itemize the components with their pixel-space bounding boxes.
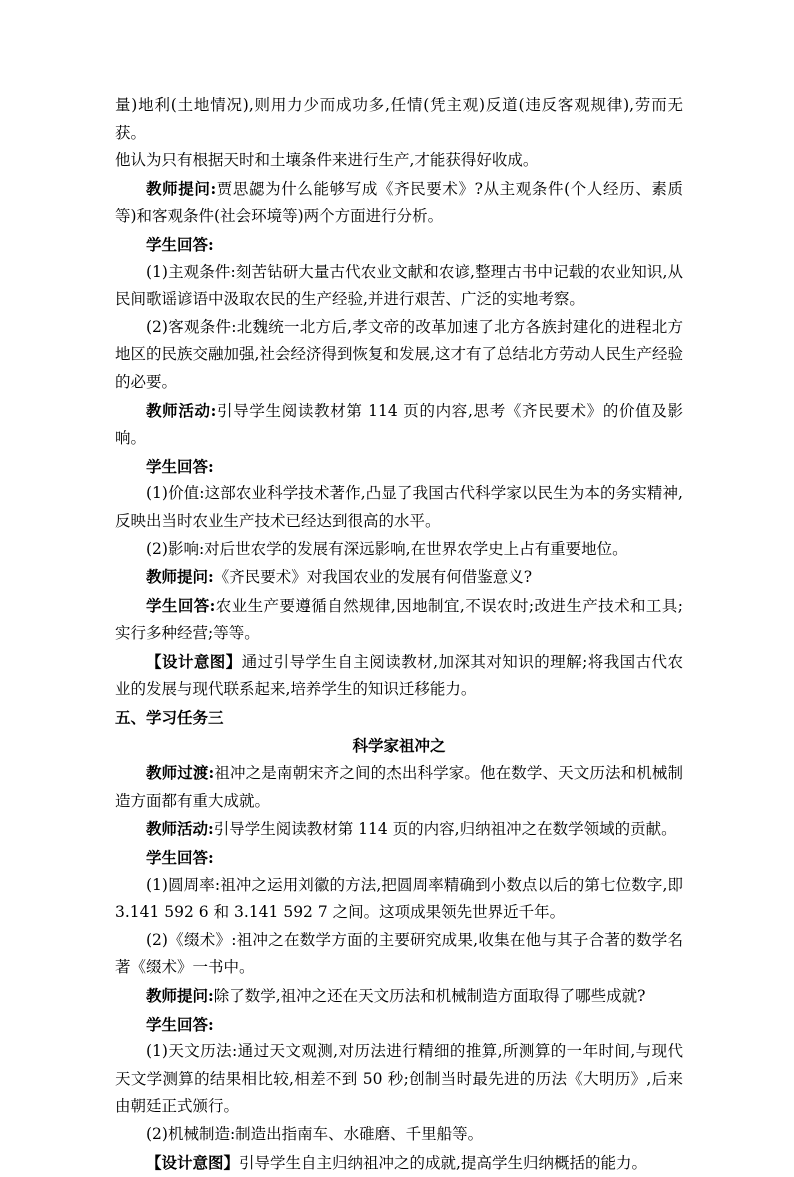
student-answer-paragraph: (2)影响:对后世农学的发展有深远影响,在世界农学史上占有重要地位。 [146, 539, 628, 558]
teacher-question-2 [115, 563, 683, 592]
student-answer-label: 学生回答: [146, 1014, 214, 1034]
teacher-question-text: 贾思勰为什么能够写成《齐民要术》?从主观条件(个人经历、素质等)和客观条件(社会环境等)两个方面进行分析。 [115, 179, 683, 226]
student-answer-paragraph: (1)圆周率:祖冲之运用刘徽的方法,把圆周率精确到小数点以后的第七位数字,即 3.141 592 6 和 3.141 592 7 之间。这项成果领先世界近千年。 [115, 875, 683, 922]
design-intent-label: 【设计意图】 [146, 651, 242, 671]
teacher-activity-2 [115, 815, 683, 844]
teacher-question-label: 教师提问: [146, 567, 214, 587]
student-answer-label: 学生回答: [146, 234, 214, 254]
student-answer-3 [115, 592, 683, 648]
teacher-transition [115, 759, 683, 815]
student-answer-paragraph: (1)价值:这部农业科学技术著作,凸显了我国古代科学家以民生为本的务实精神,反映出当时农业生产技术已经达到很高的水平。 [115, 484, 683, 530]
intro-line-1: 量)地利(土地情况),则用力少而成功多,任情(凭主观)反道(违反客观规律),劳而无获。 [115, 96, 683, 142]
student-answer-paragraph: (2)《缀术》:祖冲之在数学方面的主要研究成果,收集在他与其子合著的数学名著《缀术》一书中。 [115, 930, 683, 977]
student-answer-paragraph: (2)机械制造:制造出指南车、水碓磨、千里船等。 [146, 1124, 484, 1143]
student-answer-text: 农业生产要遵循自然规律,因地制宜,不误农时;改进生产技术和工具;实行多种经营;等等。 [115, 596, 683, 643]
teacher-transition-text: 祖冲之是南朝宋齐之间的杰出科学家。他在数学、天文历法和机械制造方面都有重大成就。 [115, 764, 683, 810]
student-answer-label: 学生回答: [146, 848, 214, 868]
teacher-activity-1 [115, 397, 683, 453]
document-page [115, 92, 683, 1177]
teacher-activity-text: 引导学生阅读教材第 114 页的内容,思考《齐民要术》的价值及影响。 [115, 401, 683, 448]
teacher-question-label: 教师提问: [146, 986, 214, 1005]
teacher-activity-text: 引导学生阅读教材第 114 页的内容,归纳祖冲之在数学领域的贡献。 [213, 820, 677, 839]
teacher-question-1 [115, 175, 683, 231]
teacher-question-text: 《齐民要术》对我国农业的发展有何借鉴意义? [213, 568, 533, 587]
teacher-activity-label: 教师活动: [146, 400, 217, 420]
intro-line-2: 他认为只有根据天时和土壤条件来进行生产,才能获得好收成。 [115, 151, 539, 170]
teacher-activity-label: 教师活动: [146, 819, 214, 839]
student-answer-label: 学生回答: [146, 456, 214, 476]
design-intent-text: 引导学生自主归纳祖冲之的成就,提高学生归纳概括的能力。 [239, 1153, 647, 1172]
design-intent-1 [115, 648, 683, 704]
teacher-transition-label: 教师过渡: [146, 763, 215, 783]
teacher-question-3 [115, 982, 683, 1011]
section-subtitle: 科学家祖冲之 [352, 735, 446, 755]
teacher-question-text: 除了数学,祖冲之还在天文历法和机械制造方面取得了哪些成就? [213, 987, 646, 1005]
teacher-question-label: 教师提问: [146, 178, 217, 198]
student-answer-paragraph: (2)客观条件:北魏统一北方后,孝文帝的改革加速了北方各族封建化的进程北方地区的民族交融加强,社会经济得到恢复和发展,这才有了总结北方劳动人民生产经验的必要。 [115, 317, 683, 391]
student-answer-paragraph: (1)主观条件:刻苦钻研大量古代农业文献和农谚,整理古书中记载的农业知识,从民间歌谣谚语中汲取农民的生产经验,并进行艰苦、广泛的实地考察。 [115, 262, 683, 309]
design-intent-text: 通过引导学生自主阅读教材,加深其对知识的理解;将我国古代农业的发展与现代联系起来,培养学生的知识迁移能力。 [115, 652, 683, 699]
student-answer-paragraph: (1)天文历法:通过天文观测,对历法进行精细的推算,所测算的一年时间,与现代天文学测算的结果相比较,相差不到 50 秒;创制当时最先进的历法《大明历》,后来由朝廷正式颁行。 [115, 1042, 683, 1116]
student-answer-label: 学生回答: [146, 595, 216, 615]
section-heading: 五、学习任务三 [115, 708, 224, 728]
design-intent-2 [115, 1149, 683, 1177]
design-intent-label: 【设计意图】 [146, 1152, 240, 1172]
